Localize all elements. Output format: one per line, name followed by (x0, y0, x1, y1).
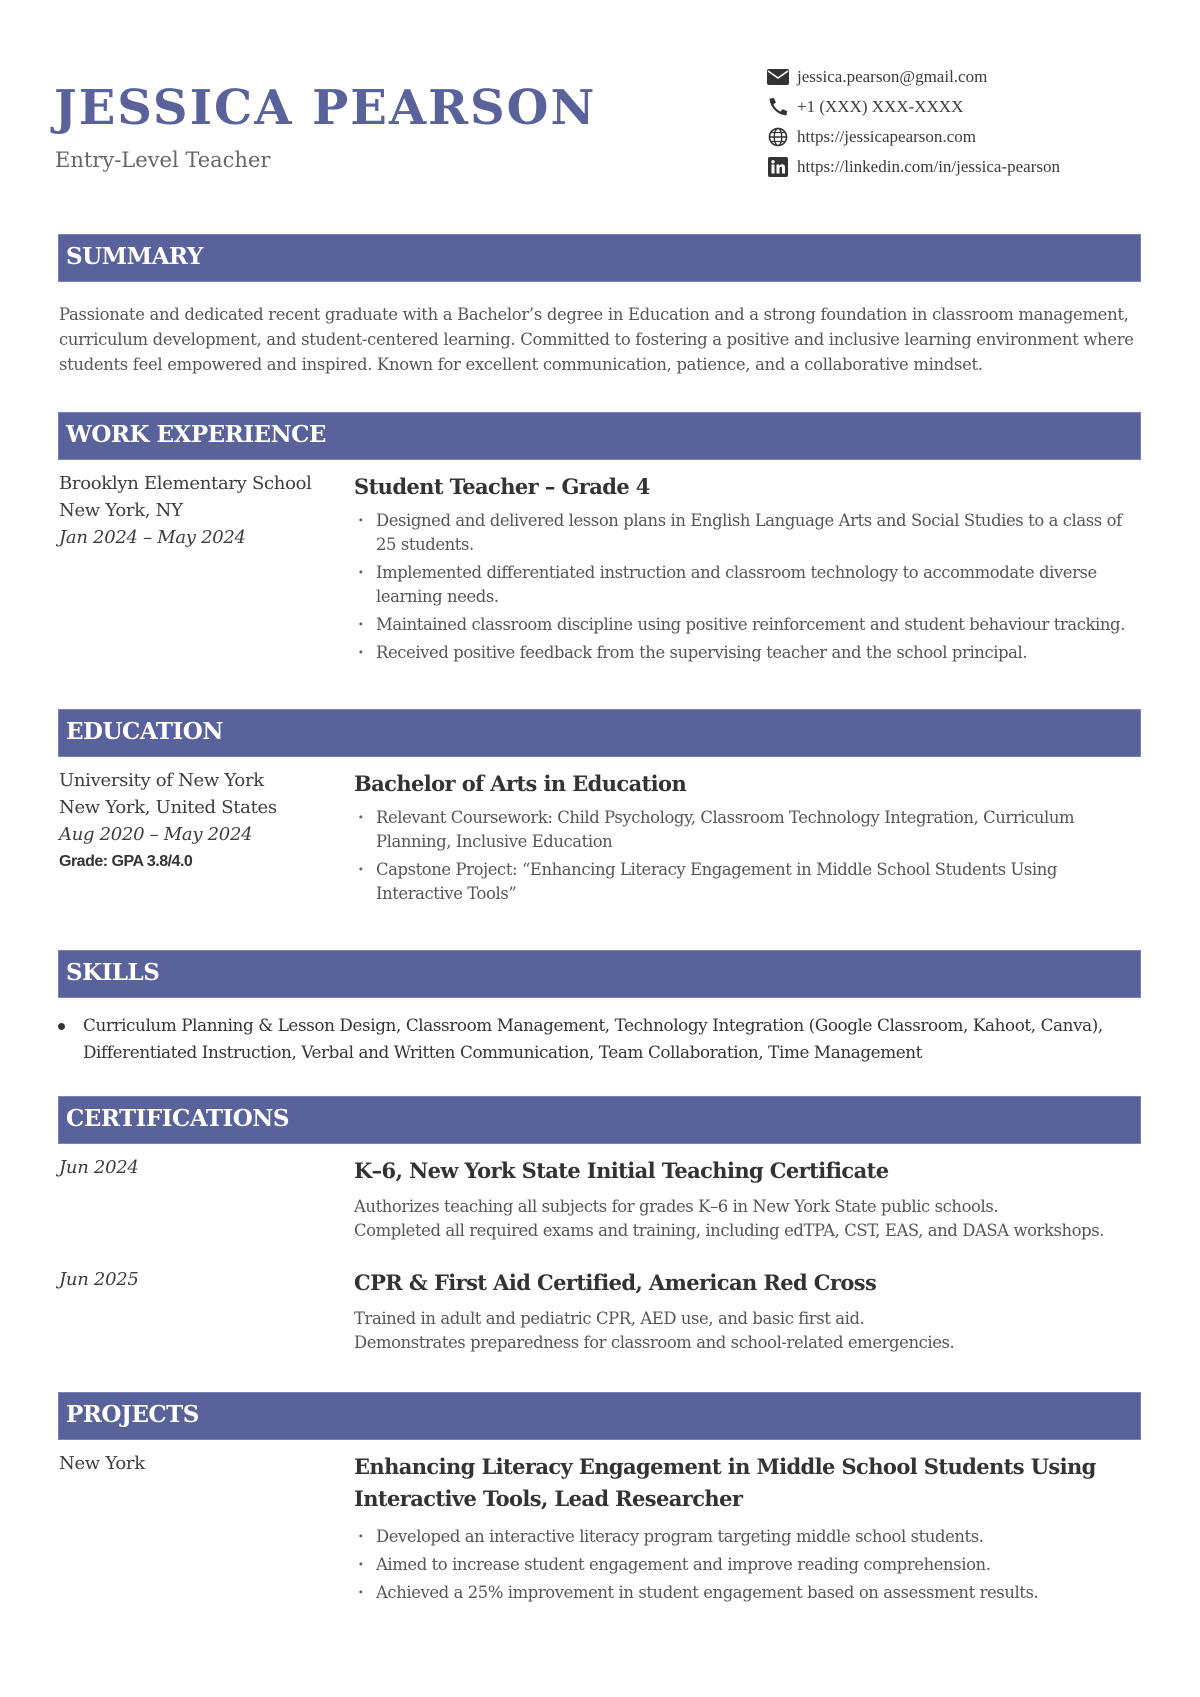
summary-text: Passionate and dedicated recent graduate with a Bachelor’s degree in Education and a strong foundation in classroom management, curriculum development, and student-centered learning. Committed to fostering a positive and inclusive learning environment where students feel empowered and inspired. Known for excellent communication, patience, and a collaborative mindset. (59, 305, 1134, 374)
project-bullets (354, 1525, 1144, 1605)
list-item: · Received positive feedback from the supervising teacher and the school principal. (354, 641, 1144, 665)
skills-list (58, 1012, 1148, 1066)
cert-item (354, 1267, 1144, 1355)
list-item: · Maintained classroom discipline using positive reinforcement and student behaviour tracking. (354, 613, 1144, 637)
contact-phone[interactable] (766, 92, 1060, 122)
section-title: PROJECTS (66, 1401, 199, 1428)
email-text: jessica.pearson@gmail.com (797, 67, 988, 86)
skills-text: Curriculum Planning & Lesson Design, Classroom Management, Technology Integration (Google Classroom, Kahoot, Canva), Differentiated Instruction, Verbal and Written Communication, Team Collaboration, Time Management (83, 1015, 1103, 1062)
contact-list (766, 62, 1060, 182)
work-details (354, 471, 1144, 669)
candidate-name: JESSICA PEARSON (54, 80, 597, 136)
cert-title: K–6, New York State Initial Teaching Certificate (354, 1158, 889, 1183)
section-header-skills (58, 950, 1141, 998)
work-location: New York, NY (59, 500, 183, 521)
cert-description (354, 1195, 1144, 1243)
cert-line: Completed all required exams and training, including edTPA, CST, EAS, and DASA workshops. (354, 1221, 1105, 1240)
cert-line: Demonstrates preparedness for classroom and school-related emergencies. (354, 1333, 955, 1352)
section-header-summary (58, 234, 1141, 282)
education-org: University of New York (59, 770, 264, 791)
cert-date: Jun 2024 (59, 1157, 139, 1178)
list-item: · Designed and delivered lesson plans in English Language Arts and Social Studies to a class of 25 students. (354, 509, 1144, 557)
bullet-icon (58, 1023, 65, 1030)
cert-title: CPR & First Aid Certified, American Red Cross (354, 1270, 877, 1295)
website-text: https://jessicapearson.com (797, 127, 976, 146)
education-title: Bachelor of Arts in Education (354, 771, 687, 796)
education-details (354, 768, 1144, 910)
envelope-icon (766, 66, 790, 88)
section-header-certifications (58, 1096, 1141, 1144)
section-title: WORK EXPERIENCE (66, 421, 326, 448)
education-grade: Grade: GPA 3.8/4.0 (59, 853, 193, 870)
phone-icon (766, 96, 790, 118)
work-meta (59, 470, 339, 551)
project-title: Enhancing Literacy Engagement in Middle School Students Using Interactive Tools, Lead Researcher (354, 1454, 1096, 1511)
linkedin-icon (766, 156, 790, 178)
section-title: SUMMARY (66, 243, 203, 270)
list-item: · Developed an interactive literacy program targeting middle school students. (354, 1525, 1144, 1549)
work-title: Student Teacher – Grade 4 (354, 474, 650, 499)
list-item: · Aimed to increase student engagement and improve reading comprehension. (354, 1553, 1144, 1577)
cert-line: Authorizes teaching all subjects for grades K–6 in New York State public schools. (354, 1197, 999, 1216)
work-bullets (354, 509, 1144, 665)
education-location: New York, United States (59, 797, 277, 818)
list-item: · Relevant Coursework: Child Psychology, Classroom Technology Integration, Curriculum Planning, Inclusive Education (354, 806, 1144, 854)
globe-icon (766, 126, 790, 148)
section-header-work (58, 412, 1141, 460)
work-org: Brooklyn Elementary School (59, 473, 312, 494)
work-dates: Jan 2024 – May 2024 (59, 527, 246, 548)
cert-item (354, 1155, 1144, 1243)
contact-email[interactable] (766, 62, 1060, 92)
project-location: New York (59, 1453, 145, 1474)
cert-line: Trained in adult and pediatric CPR, AED use, and basic first aid. (354, 1309, 865, 1328)
linkedin-text: https://linkedin.com/in/jessica-pearson (797, 157, 1060, 176)
cert-description (354, 1307, 1144, 1355)
section-title: SKILLS (66, 959, 160, 986)
section-title: CERTIFICATIONS (66, 1105, 289, 1132)
education-dates: Aug 2020 – May 2024 (59, 824, 253, 845)
section-header-projects (58, 1392, 1141, 1440)
section-title: EDUCATION (66, 718, 223, 745)
contact-website[interactable] (766, 122, 1060, 152)
section-header-education (58, 709, 1141, 757)
education-bullets (354, 806, 1144, 906)
list-item: · Capstone Project: “Enhancing Literacy Engagement in Middle School Students Using Interactive Tools” (354, 858, 1144, 906)
phone-text: +1 (XXX) XXX-XXXX (797, 97, 964, 116)
project-item (354, 1451, 1144, 1609)
candidate-role: Entry-Level Teacher (55, 148, 271, 172)
list-item: · Achieved a 25% improvement in student engagement based on assessment results. (354, 1581, 1144, 1605)
education-meta (59, 767, 339, 875)
list-item: · Implemented differentiated instruction and classroom technology to accommodate diverse learning needs. (354, 561, 1144, 609)
contact-linkedin[interactable] (766, 152, 1060, 182)
cert-date: Jun 2025 (59, 1269, 139, 1290)
